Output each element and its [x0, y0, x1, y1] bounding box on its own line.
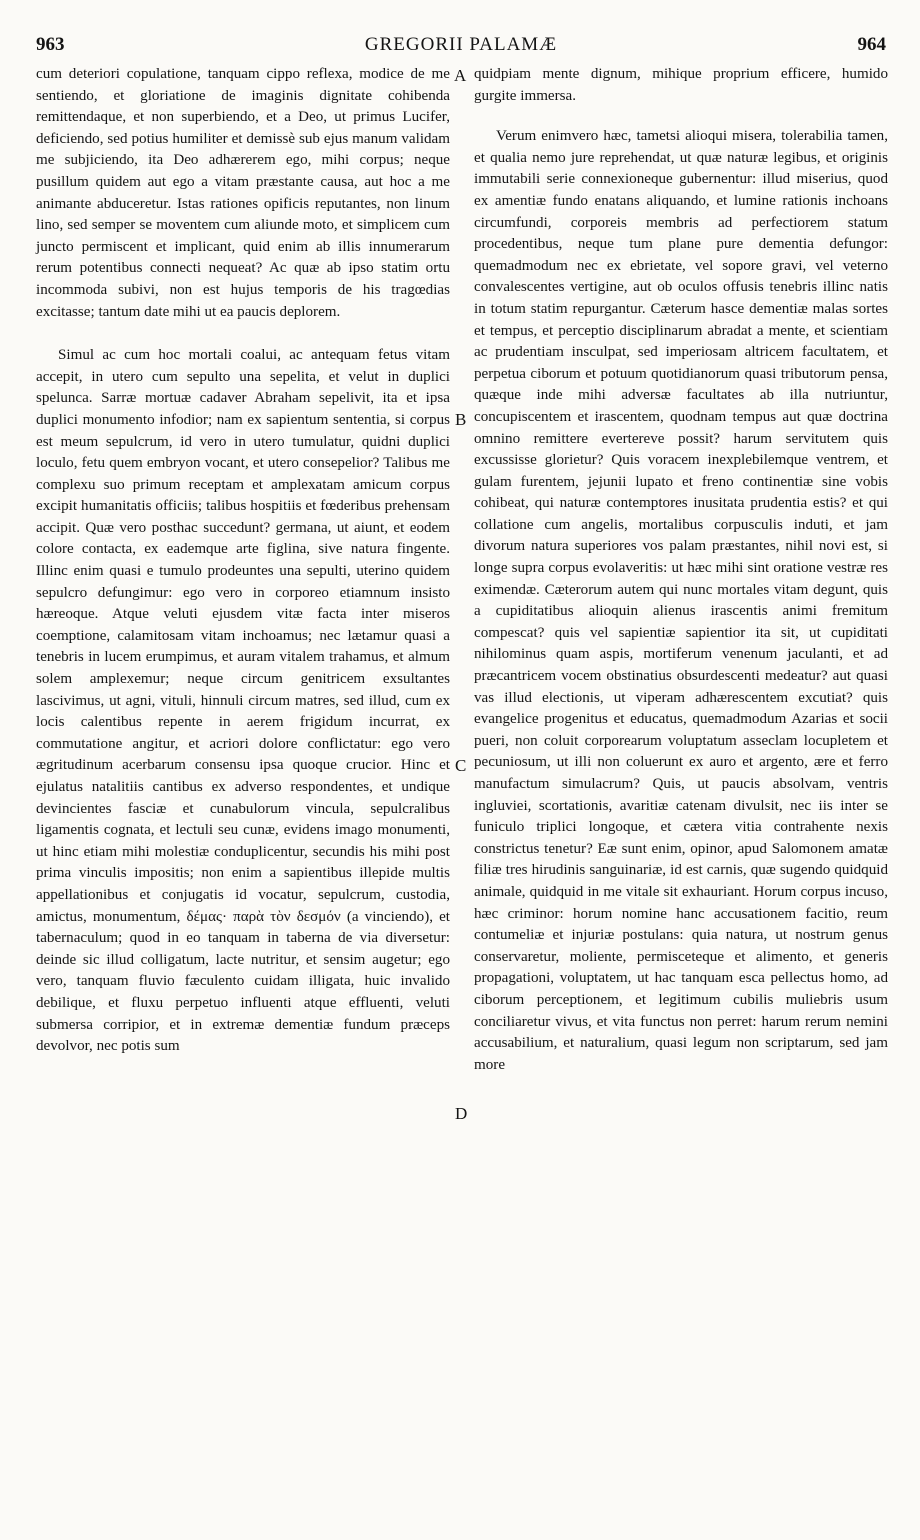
- paragraph: quidpiam mente dignum, mihique proprium efficere, humido gurgite immersa.: [474, 66, 888, 104]
- running-title: GREGORII PALAMÆ: [364, 34, 558, 55]
- paragraph: Verum enimvero hæc, tametsi alioqui misera, tolerabilia tamen, et qualia nemo jure reprehendat, ut quæ naturæ legibus, et originis immutabili serie connexioneque gubernentur: illud miserius, quod ex amentiæ fundo enatans aliquando, et lumine rationis inchoans circumfundi, corporeis membris ad perfectiorem statum procedentibus, neque tum plane pure dementia defungor: quemadmodum nec ex ebrietate, vel sopore gravi, vel veterno convalescentes vertigine, aut ob oculos offusis tenebris illinc natis in totum statim repurgantur. Cæterum hasce dementiæ malas sortes et tempus, et perceptio disciplinarum abradat a mente, et scientiam ac prudentiam insculpat, sed imperiosam altricem facultatem, et perpetua ciborum et potuum quotidianorum quasi tributorum pensa, quæque inde mihi adversæ facultates ab illa nutriuntur, concupiscentem et irascentem, quodnam tempus aut quæ doctrina omnino remittere evertereve possit? harum servitutem quis excussisse glorietur? Quis voracem inexplebilemque ventrem, et gulam furentem, jejunii lupato et freno continentiæ sine vobis cohibeat, qui naturæ contemptores inusitata prudentia estis? et qui collatione cum angelis, mortalibus corpusculis induti, et jam divorum natura superiores vos palam præstantes, nihil novi est, si longe supra corpus evolaveritis: ut hæc mihi sint oratione vestræ res eximendæ. Cæterorum autem qui nunc mortales vitam degunt, quis a cupiditatibus alioquin alienus irascentis animi fremitum compescat? quis vel sapientiæ sapientior ita sit, ut cupiditati nihilominus quam aspis, mortiferum venenum jaculanti, et ad præcantricem vocem obstinatius obsurdescenti medeatur? aut quasi vas illud electionis, ut viperam adhærescentem excutiat? quis evangelice progenitus et educatus, quemadmodum Azarias et socii pueri, non coluit corporearum voluptatum asseclam locupletem et pecuniosum, ut illi non coluerunt ex auro et argento, ære et ferro manufactum simulacrum? Quis, ut paucis absolvam, ventris ingluviei, scortationis, avaritiæ catenam divulsit, nec iis inter se funiculo triplici longoque, et cætera vitia contrahente nexis constrictus tenetur? Eæ sunt enim, opinor, apud Salomonem amatæ filiæ tres hirudinis sanguinariæ, id est carnis, quæ sugendo quidquid animale, quidquid in me vitale sit exhauriant. Horum corpus incuso, hæc criminor: horum nomine hanc accusationem facitio, reum contumeliæ et injuriæ postulans: quia natura, ut nostrum genus conservaretur, moliente, permisceteque et alimento, et generis propagationi, voluptatem, ut hac tanquam esca pellectus homo, ad ciborum perceptionem, et legitimum cubilis muliebris usum conciliaretur vivus, et vita functus non perret: harum rerum nemini accusabilium, et naturalium, quasi legum non scriptarum, sed jam more: [474, 128, 888, 1073]
- paragraph: cum deteriori copulatione, tanquam cippo reflexa, modice de me sentiendo, et gloriatione de imaginis dignitate cohibenda remittendaque, et non superbiendo, et a Deo, ut primus Lucifer, deficiendo, sed potius humiliter et demissè sub ejus manum validam me subjiciendo, ita Deo adhærerem ego, mihi corpus; neque pusillum quidem aut ego a vitam præstante causa, aut hoc a me animante abduceretur. Istas rationes opificis reputantes, non linum lino, sed semper se moventem cum aliunde moto, et simplicem cum juncto permiscent et implicant, quid enim ab illis innumerarum rerum potentibus connecti nequeat? Ac quæ ab ipso statim ortu incommoda subivi, non est hujus temporis de his tragœdias excitasse; tantum date mihi ut ea paucis deplorem.: [36, 66, 450, 320]
- section-marker-a: A: [454, 66, 467, 85]
- right-column: [474, 64, 888, 1076]
- section-marker-d: D: [455, 1104, 468, 1123]
- section-marker-c: C: [455, 756, 467, 775]
- page-number-left: 963: [36, 34, 65, 55]
- paragraph: Simul ac cum hoc mortali coalui, ac antequam fetus vitam accepit, in utero cum sepulto una sepelita, et velut in duplici spelunca. Sarræ mortuæ cadaver Abraham sepelivit, ita et ipsa duplici monumento infodior; nam ex sapientum sententia, si corpus est meum sepulcrum, id vero in utero tumulatur, quidni duplici loculo, fetu quem embryon vocant, et utero consepelior? Talibus me complexu suo primum receptam et amplexatam amicum corpus excipit humanitatis officiis; talibus hospitiis et fœderibus prehensam accipit. Quæ vero posthac succedunt? germana, ut aiunt, et eodem colore contacta, ex eademque arte figlina, sive natura fingente. Illinc enim quasi e tumulo prodeuntes una sepulti, uterino quidem sepulcro defungimur: ego vero in corporeo etiamnum insisto hæreoque. Atque veluti ejusdem vitæ facta inter miseros coemptione, calamitosam vitam inchoamus; nec lætamur quasi a tenebris in lucem erumpimus, et auram vitalem trahamus, et almum solem amplexemur; neque circum genitricem exsultantes lascivimus, ut agni, vituli, hinnuli circum matres, sed illud, cum ex locis calentibus repente in aerem frigidum incurrat, ex commutatione angitur, et acriori dolore conflictatur: ego vero ægritudinum acerbarum consensu ipsa quoque crucior. Hinc et ejulatus natalitiis cantibus ex adverso respondentes, et undique devincientes fasciæ et cunabulorum vincula, sepulcralibus ligamentis cognata, et lectuli seu cunæ, evidens imago monumenti, ut hinc etiam mihi molestiæ conduplicentur, secundis his mihi post prima vinculis impositis; non enim a sapientibus illepide multis appellationibus et conjugatis id vocatur, sepulcrum, custodia, amictus, monumentum, δέμας· παρὰ τὸν δεσμόν (a vinciendo), et tabernaculum; quod in eo tanquam in taberna de via diversetur: deinde sic illud colligatum, lacte nutritur, et sensim augetur; ego vero, tanquam fluvio fæculento cuidam illigata, huic invalido debilique, et fluxu perpetuo influenti atque effluenti, veluti submersa corripior, et in extremæ dementiæ fundum præceps devolvor, nec potis sum: [36, 347, 450, 1055]
- section-marker-b: B: [455, 410, 467, 429]
- page-number-right: 964: [857, 34, 886, 55]
- left-column: [36, 64, 450, 1058]
- running-head: [36, 34, 886, 62]
